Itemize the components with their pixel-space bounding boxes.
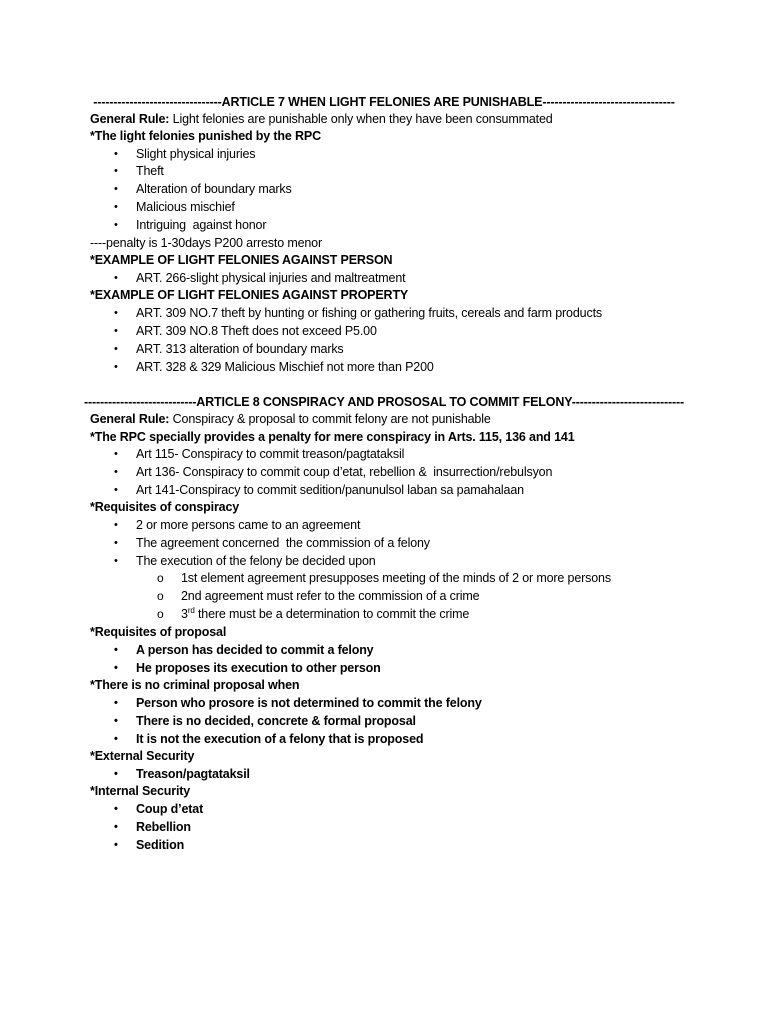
section-title: *EXAMPLE OF LIGHT FELONIES AGAINST PERSON — [90, 253, 393, 267]
list-item: • Treason/pagtataksil — [114, 767, 250, 781]
bullet-icon: • — [114, 662, 118, 674]
bullet-icon: • — [114, 839, 118, 851]
bullet-icon: • — [114, 272, 118, 284]
section-title: *The RPC specially provides a penalty for mere conspiracy in Arts. 115, 136 and 141 — [90, 430, 575, 444]
bullet-icon: • — [114, 715, 118, 727]
general-rule-8 — [0, 411, 768, 428]
bullet-icon: • — [114, 821, 118, 833]
section-title: *There is no criminal proposal when — [90, 678, 300, 692]
list-item: • Sedition — [114, 838, 185, 852]
list-item: • ART. 266-slight physical injuries and maltreatment — [114, 271, 406, 285]
list-item: • There is no decided, concrete & formal proposal — [114, 714, 416, 728]
bullet-icon: • — [114, 307, 118, 319]
bullet-icon: • — [114, 537, 118, 549]
bullet-icon: • — [114, 733, 118, 745]
list-item: • Slight physical injuries — [114, 147, 256, 161]
bullet-icon: • — [114, 555, 118, 567]
section-title: *Requisites of conspiracy — [90, 500, 240, 514]
bullet-icon: • — [114, 325, 118, 337]
section-title: *External Security — [90, 749, 195, 763]
list-item: • Art 115- Conspiracy to commit treason/pagtataksil — [114, 447, 405, 461]
bullet-icon: • — [114, 484, 118, 496]
article-7-heading: --------------------------------ARTICLE 7 WHEN LIGHT FELONIES ARE PUNISHABLE--------------------------------- — [93, 95, 675, 109]
penalty-note: ----penalty is 1-30days P200 arresto menor — [90, 236, 322, 250]
bullet-icon: • — [114, 466, 118, 478]
sub-list-item: o 1st element agreement presupposes meeting of the minds of 2 or more persons — [157, 571, 611, 585]
bullet-icon: • — [114, 219, 118, 231]
circle-bullet-icon: o — [157, 571, 164, 585]
bullet-icon: • — [114, 361, 118, 373]
sub-list-item: o 3rd there must be a determination to commit the crime — [157, 605, 470, 621]
circle-bullet-icon: o — [157, 607, 164, 621]
section-title: *EXAMPLE OF LIGHT FELONIES AGAINST PROPERTY — [90, 288, 409, 302]
bullet-icon: • — [114, 644, 118, 656]
list-item: • Person who prosore is not determined to commit the felony — [114, 696, 482, 710]
general-rule-text: Conspiracy & proposal to commit felony are not punishable — [169, 412, 491, 426]
bullet-icon: • — [114, 803, 118, 815]
list-item: • ART. 309 NO.8 Theft does not exceed P5.00 — [114, 324, 377, 338]
list-item: • The agreement concerned the commission of a felony — [114, 536, 430, 550]
list-item: • The execution of the felony be decided upon — [114, 554, 376, 568]
list-item: • 2 or more persons came to an agreement — [114, 518, 361, 532]
bullet-icon: • — [114, 183, 118, 195]
bullet-icon: • — [114, 201, 118, 213]
bullet-icon: • — [114, 343, 118, 355]
bullet-icon: • — [114, 148, 118, 160]
circle-bullet-icon: o — [157, 589, 164, 603]
section-title: *Internal Security — [90, 784, 191, 798]
list-item: • He proposes its execution to other person — [114, 661, 381, 675]
list-item: • Rebellion — [114, 820, 191, 834]
list-item: • ART. 313 alteration of boundary marks — [114, 342, 344, 356]
list-item: • Intriguing against honor — [114, 218, 267, 232]
list-item: • A person has decided to commit a felony — [114, 643, 374, 657]
bullet-icon: • — [114, 448, 118, 460]
general-rule-label: General Rule: — [90, 112, 170, 126]
bullet-icon: • — [114, 697, 118, 709]
general-rule-label: General Rule: — [90, 412, 170, 426]
list-item: • ART. 309 NO.7 theft by hunting or fishing or gathering fruits, cereals and farm products — [114, 306, 602, 320]
list-item: • ART. 328 & 329 Malicious Mischief not more than P200 — [114, 360, 434, 374]
bullet-icon: • — [114, 768, 118, 780]
section-title: *Requisites of proposal — [90, 625, 227, 639]
list-item: • Alteration of boundary marks — [114, 182, 292, 196]
list-item: • Art 136- Conspiracy to commit coup d’etat, rebellion & insurrection/rebulsyon — [114, 465, 553, 479]
general-rule-text: Light felonies are punishable only when they have been consummated — [169, 112, 553, 126]
sub-list-item: o 2nd agreement must refer to the commission of a crime — [157, 589, 480, 603]
general-rule-7 — [0, 111, 768, 128]
list-item: • Coup d’etat — [114, 802, 204, 816]
list-item: • It is not the execution of a felony that is proposed — [114, 732, 424, 746]
list-item: • Malicious mischief — [114, 200, 235, 214]
section-title: *The light felonies punished by the RPC — [90, 129, 321, 143]
list-item: • Theft — [114, 164, 164, 178]
bullet-icon: • — [114, 165, 118, 177]
list-item: • Art 141-Conspiracy to commit sedition/panunulsol laban sa pamahalaan — [114, 483, 524, 497]
bullet-icon: • — [114, 519, 118, 531]
article-8-heading: ----------------------------ARTICLE 8 CONSPIRACY AND PROSOSAL TO COMMIT FELONY---------------------------- — [83, 395, 685, 409]
